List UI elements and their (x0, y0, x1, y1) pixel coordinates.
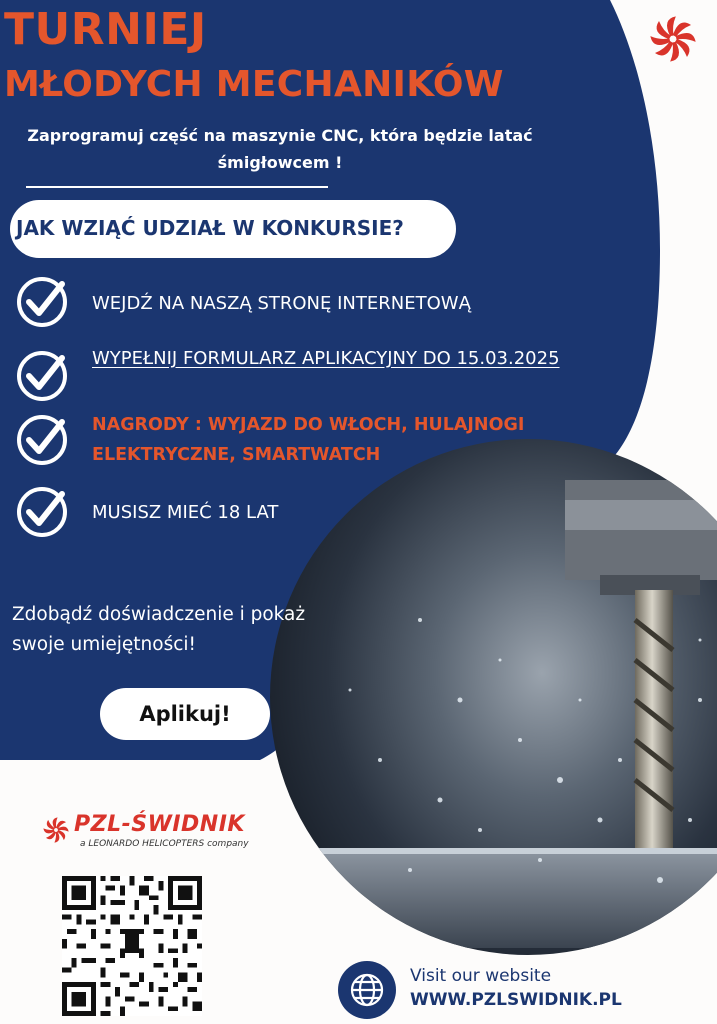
brand-name: PZL-ŚWIDNIK (74, 812, 245, 837)
pzl-fan-logo-icon (648, 14, 698, 64)
step-fill-form-link[interactable]: WYPEŁNIJ FORMULARZ APLIKACYJNY DO 15.03.2025 (92, 348, 560, 369)
step-prizes: NAGRODY : WYJAZD DO WŁOCH, HULAJNOGI ELEKTRYCZNE, SMARTWATCH (92, 415, 525, 465)
visit-website-label: Visit our website (410, 966, 552, 986)
step-age-requirement: MUSISZ MIEĆ 18 LAT (92, 502, 279, 523)
checkmark-circle-icon (16, 414, 68, 466)
qr-code[interactable] (62, 876, 202, 1016)
pzl-fan-logo-icon (42, 816, 70, 844)
title-line-1: TURNIEJ (4, 4, 207, 55)
globe-icon[interactable] (337, 960, 397, 1020)
checkmark-circle-icon (16, 350, 68, 402)
subtitle-line-2: śmigłowcem ! (217, 153, 343, 172)
apply-button[interactable]: Aplikuj! (100, 688, 270, 740)
checkmark-circle-icon (16, 486, 68, 538)
tagline: Zdobądź doświadczenie i pokaż swoje umiejętności! (12, 604, 306, 655)
subtitle-line-1: Zaprogramuj część na maszynie CNC, która będzie latać (27, 126, 533, 145)
brand-subtitle: a LEONARDO HELICOPTERS company (80, 839, 249, 849)
section-heading: JAK WZIĄĆ UDZIAŁ W KONKURSIE? (16, 216, 404, 240)
subtitle (0, 122, 560, 176)
title-line-2: MŁODYCH MECHANIKÓW (4, 64, 504, 105)
divider-line (26, 186, 328, 188)
website-url-link[interactable]: WWW.PZLSWIDNIK.PL (410, 990, 622, 1010)
step-visit-website: WEJDŹ NA NASZĄ STRONĘ INTERNETOWĄ (92, 293, 471, 314)
checkmark-circle-icon (16, 276, 68, 328)
